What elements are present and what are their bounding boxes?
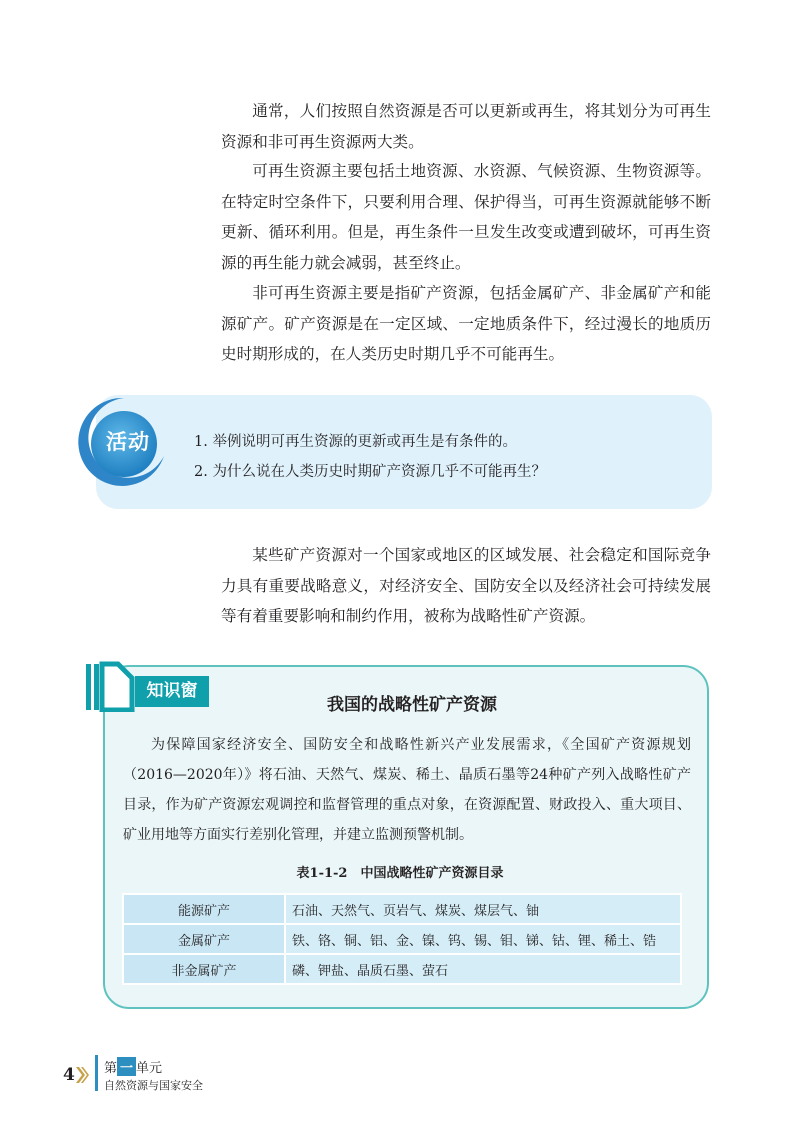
- chevron-right-icon: [75, 1066, 89, 1084]
- table-row: [123, 924, 681, 954]
- activity-box: [96, 395, 712, 509]
- knowledge-label: 知识窗: [135, 676, 209, 707]
- unit-title: 自然资源与国家安全: [104, 1079, 203, 1092]
- table-row: [123, 894, 681, 924]
- body-paragraph: 通常，人们按照自然资源是否可以更新或再生，将其划分为可再生资源和非可再生资源两大类。: [221, 102, 711, 151]
- activity-label: 活动: [106, 430, 150, 454]
- page-number: 4: [63, 1065, 75, 1085]
- activity-question: 2. 为什么说在人类历史时期矿产资源几乎不可能再生？: [194, 464, 546, 480]
- table-caption: 表1-1-2 中国战略性矿产资源目录: [296, 866, 504, 881]
- table-category-cell: 非金属矿产: [123, 954, 285, 984]
- unit-prefix: 第: [104, 1061, 118, 1076]
- knowledge-window-icon: [84, 658, 140, 712]
- body-paragraph: 可再生资源主要包括土地资源、水资源、气候资源、生物资源等。在特定时空条件下，只要利用合理、保护得当，可再生资源就能够不断更新、循环利用。但是，再生条件一旦发生改变或遭到破坏，可再生资源的再生能力就会减弱，甚至终止。: [221, 162, 711, 272]
- table-items-cell: 磷、钾盐、晶质石墨、萤石: [285, 954, 681, 984]
- knowledge-text: 为保障国家经济安全、国防安全和战略性新兴产业发展需求，《全国矿产资源规划（2016—2020年）》将石油、天然气、煤炭、稀土、晶质石墨等24种矿产列入战略性矿产目录，作为矿产资源宏观调控和监督管理的重点对象，在资源配置、财政投入、重大项目、矿业用地等方面实行差别化管理，并建立监测预警机制。: [123, 737, 691, 843]
- unit-number: 一: [117, 1057, 136, 1076]
- knowledge-title: 我国的战略性矿产资源: [327, 695, 497, 715]
- body-paragraph: 非可再生资源主要是指矿产资源，包括金属矿产、非金属矿产和能源矿产。矿产资源是在一定区域、一定地质条件下，经过漫长的地质历史时期形成的，在人类历史时期几乎不可能再生。: [221, 284, 711, 363]
- unit-suffix: 单元: [136, 1061, 163, 1076]
- activity-question: 1. 举例说明可再生资源的更新或再生是有条件的。: [194, 434, 517, 450]
- table-category-cell: 金属矿产: [123, 924, 285, 954]
- table-items-cell: 铁、铬、铜、铝、金、镍、钨、锡、钼、锑、钴、锂、稀土、锆: [285, 924, 681, 954]
- table-row: [123, 954, 681, 984]
- footer-divider: [95, 1055, 98, 1091]
- table-category-cell: 能源矿产: [123, 894, 285, 924]
- body-paragraph: 某些矿产资源对一个国家或地区的区域发展、社会稳定和国际竞争力具有重要战略意义，对经济安全、国防安全以及经济社会可持续发展等有着重要影响和制约作用，被称为战略性矿产资源。: [221, 546, 711, 625]
- table-items-cell: 石油、天然气、页岩气、煤炭、煤层气、铀: [285, 894, 681, 924]
- minerals-table: [122, 893, 682, 985]
- unit-heading: [104, 1057, 162, 1076]
